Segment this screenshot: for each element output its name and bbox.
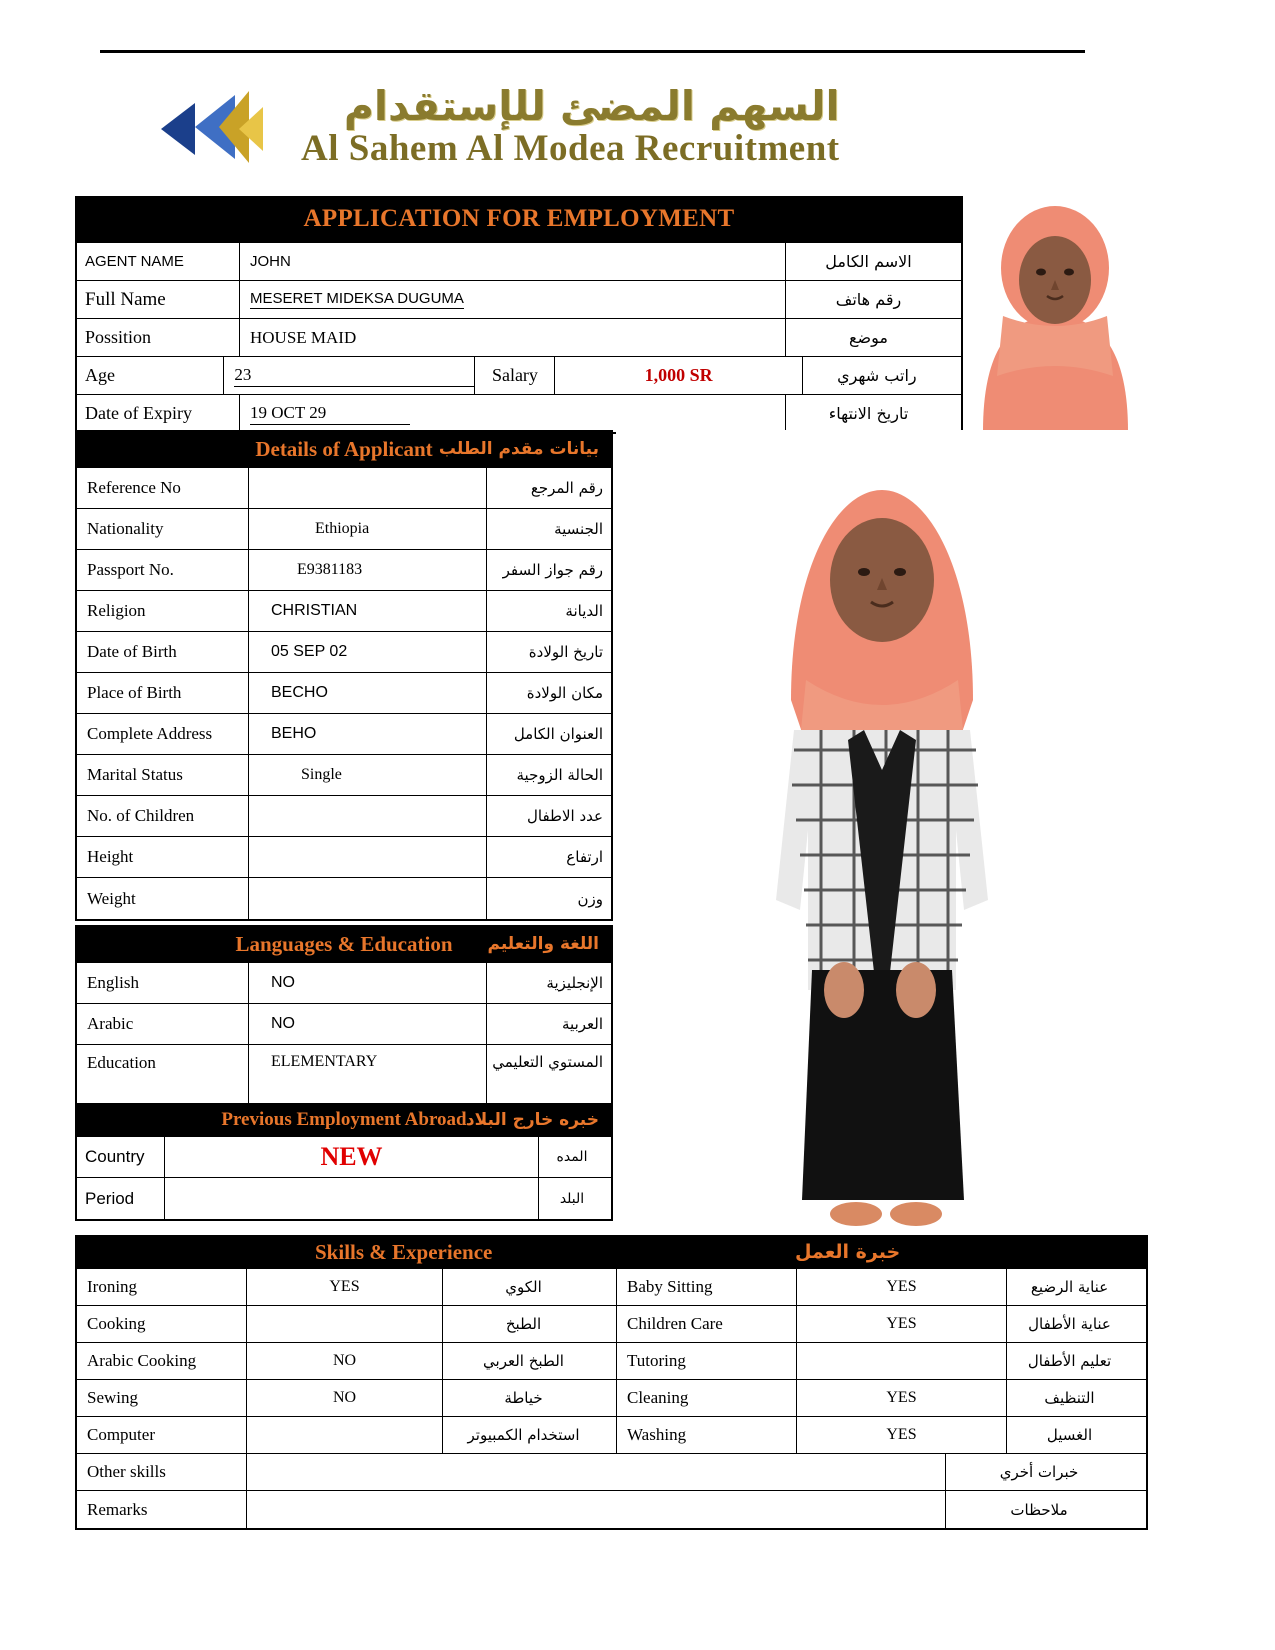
logo-arabic-text: السهم المضئ للإستقدام	[343, 82, 840, 131]
header-divider	[100, 50, 1085, 53]
table-row	[77, 591, 611, 632]
weight-arabic: وزن	[577, 889, 603, 908]
table-row	[77, 796, 611, 837]
applicant-portrait-photo	[963, 196, 1148, 431]
no-of-children-arabic: عدد الاطفال	[527, 807, 603, 825]
salary-arabic: راتب شهري	[837, 366, 917, 385]
nationality-label: Nationality	[77, 509, 249, 549]
washing-label: Washing	[617, 1417, 797, 1453]
place-of-birth-value[interactable]: BECHO	[249, 673, 487, 713]
previous-employment-section	[75, 1103, 613, 1221]
passport-no-arabic: رقم جواز السفر	[502, 561, 603, 579]
height-value[interactable]	[249, 837, 487, 877]
passport-no-label: Passport No.	[77, 550, 249, 590]
salary-value[interactable]: 1,000 SR	[555, 357, 802, 394]
table-row	[77, 1004, 611, 1045]
remarks-label: Remarks	[77, 1491, 247, 1528]
education-value[interactable]: ELEMENTARY	[249, 1045, 487, 1105]
arabic-arabic: العربية	[562, 1015, 603, 1033]
previous-employment-table	[75, 1137, 613, 1221]
complete-address-value[interactable]: BEHO	[249, 714, 487, 754]
agent-name-arabic: الاسم الكامل	[825, 252, 912, 271]
previous-heading-en: Previous Employment Abroad	[221, 1109, 467, 1130]
arabic-value[interactable]: NO	[249, 1004, 487, 1044]
skills-section	[75, 1235, 1148, 1530]
employment-application-box	[75, 196, 963, 434]
tutoring-value[interactable]	[797, 1343, 1007, 1379]
table-row	[77, 1343, 1146, 1380]
skills-heading-ar: خبرة العمل	[795, 1241, 901, 1263]
ironing-value[interactable]: YES	[247, 1269, 443, 1305]
languages-heading-ar: اللغة والتعليم	[487, 934, 599, 954]
table-row	[77, 837, 611, 878]
english-label: English	[77, 963, 249, 1003]
education-arabic: المستوي التعليمي	[492, 1053, 603, 1071]
date-of-birth-label: Date of Birth	[77, 632, 249, 672]
table-row	[77, 714, 611, 755]
date-of-birth-arabic: تاريخ الولادة	[528, 643, 603, 661]
salary-label: Salary	[474, 357, 555, 394]
full-name-value[interactable]: MESERET MIDEKSA DUGUMA	[240, 281, 786, 318]
cleaning-label: Cleaning	[617, 1380, 797, 1416]
details-table	[75, 468, 613, 921]
full-name-label: Full Name	[77, 281, 240, 318]
height-arabic: ارتفاع	[566, 848, 603, 866]
position-label: Possition	[77, 319, 240, 356]
remarks-arabic: ملاحظات	[1010, 1500, 1068, 1519]
height-label: Height	[77, 837, 249, 877]
page-title: APPLICATION FOR EMPLOYMENT	[77, 198, 961, 242]
table-row	[77, 673, 611, 714]
cooking-value[interactable]	[247, 1306, 443, 1342]
sewing-value[interactable]: NO	[247, 1380, 443, 1416]
details-heading-ar: بيانات مقدم الطلب	[438, 439, 599, 459]
form-row-position	[77, 318, 961, 356]
table-row	[77, 878, 611, 919]
children-care-arabic: عناية الأطفال	[1028, 1315, 1111, 1333]
date-of-expiry-arabic: تاريخ الانتهاء	[828, 404, 909, 423]
agent-name-value[interactable]: JOHN	[240, 243, 786, 280]
table-row	[77, 1380, 1146, 1417]
english-value[interactable]: NO	[249, 963, 487, 1003]
country-label: Country	[77, 1137, 165, 1177]
table-row	[77, 509, 611, 550]
computer-arabic: استخدام الكمبيوتر	[443, 1417, 617, 1453]
weight-value[interactable]	[249, 878, 487, 919]
date-of-expiry-value[interactable]: 19 OCT 29	[240, 395, 786, 432]
full-body-illustration	[616, 430, 1148, 1230]
skills-table	[75, 1269, 1148, 1530]
languages-table	[75, 963, 613, 1107]
table-row	[77, 1269, 1146, 1306]
baby-sitting-label: Baby Sitting	[617, 1269, 797, 1305]
education-label: Education	[77, 1045, 249, 1105]
table-row	[77, 1491, 1146, 1528]
period-arabic: البلد	[559, 1190, 585, 1207]
other-skills-arabic: خبرات أخري	[999, 1463, 1079, 1481]
reference-no-value[interactable]	[249, 468, 487, 508]
baby-sitting-arabic: عناية الرضيع	[1030, 1278, 1109, 1296]
position-arabic: موضع	[849, 328, 888, 347]
table-row	[77, 1137, 611, 1178]
computer-label: Computer	[77, 1417, 247, 1453]
washing-value[interactable]: YES	[797, 1417, 1007, 1453]
portrait-illustration	[963, 196, 1148, 431]
weight-label: Weight	[77, 878, 249, 919]
full-name-arabic: رقم هاتف	[835, 290, 902, 309]
arrow-icon	[155, 87, 285, 167]
applicant-full-body-photo	[616, 430, 1148, 1230]
cooking-label: Cooking	[77, 1306, 247, 1342]
age-label: Age	[77, 357, 224, 394]
marital-status-label: Marital Status	[77, 755, 249, 795]
table-row	[77, 1306, 1146, 1343]
agent-name-label: AGENT NAME	[77, 243, 240, 280]
computer-value[interactable]	[247, 1417, 443, 1453]
details-section	[75, 430, 613, 921]
table-row	[77, 1454, 1146, 1491]
table-row	[77, 1178, 611, 1219]
tutoring-label: Tutoring	[617, 1343, 797, 1379]
cleaning-value[interactable]: YES	[797, 1380, 1007, 1416]
period-value[interactable]	[165, 1178, 539, 1219]
table-row	[77, 963, 611, 1004]
religion-label: Religion	[77, 591, 249, 631]
passport-no-value[interactable]: E9381183	[249, 550, 487, 590]
reference-no-arabic: رقم المرجع	[530, 479, 603, 497]
place-of-birth-label: Place of Birth	[77, 673, 249, 713]
languages-section	[75, 925, 613, 1107]
nationality-arabic: الجنسية	[554, 520, 603, 538]
marital-status-value[interactable]: Single	[249, 755, 487, 795]
baby-sitting-value[interactable]: YES	[797, 1269, 1007, 1305]
position-value[interactable]: HOUSE MAID	[240, 319, 786, 356]
ironing-label: Ironing	[77, 1269, 247, 1305]
english-arabic: الإنجليزية	[546, 974, 603, 992]
other-skills-label: Other skills	[77, 1454, 247, 1490]
skills-heading-en: Skills & Experience	[315, 1239, 493, 1264]
other-skills-value[interactable]	[247, 1454, 946, 1490]
marital-status-arabic: الحالة الزوجية	[516, 766, 603, 784]
children-care-label: Children Care	[617, 1306, 797, 1342]
ironing-arabic: الكوي	[443, 1269, 617, 1305]
place-of-birth-arabic: مكان الولادة	[526, 684, 603, 702]
arabic-label: Arabic	[77, 1004, 249, 1044]
arabic-cooking-value[interactable]: NO	[247, 1343, 443, 1379]
date-of-birth-value[interactable]: 05 SEP 02	[249, 632, 487, 672]
cleaning-arabic: التنظيف	[1044, 1389, 1095, 1407]
table-row	[77, 550, 611, 591]
previous-employment-header	[75, 1103, 613, 1137]
children-care-value[interactable]: YES	[797, 1306, 1007, 1342]
country-arabic: المده	[556, 1149, 588, 1165]
arabic-cooking-arabic: الطبخ العربي	[443, 1343, 617, 1379]
table-row	[77, 755, 611, 796]
table-row	[77, 632, 611, 673]
religion-arabic: الديانة	[565, 602, 603, 620]
nationality-value[interactable]: Ethiopia	[249, 509, 487, 549]
languages-heading-en: Languages & Education	[235, 931, 453, 956]
details-section-header	[75, 430, 613, 468]
previous-heading-ar: خبره خارج البلاد	[465, 1110, 599, 1130]
logo-english-text: Al Sahem Al Modea Recruitment	[301, 128, 840, 170]
complete-address-arabic: العنوان الكامل	[513, 725, 603, 743]
company-logo	[155, 72, 1085, 182]
table-row	[77, 468, 611, 509]
table-row	[77, 1045, 611, 1105]
employment-status-value[interactable]: NEW	[165, 1137, 539, 1177]
document-header	[100, 50, 1100, 190]
tutoring-arabic: تعليم الأطفال	[1027, 1352, 1112, 1370]
languages-section-header	[75, 925, 613, 963]
skills-section-header	[75, 1235, 1148, 1269]
form-row-date-of-expiry	[77, 394, 961, 432]
table-row	[77, 1417, 1146, 1454]
cooking-arabic: الطبخ	[443, 1306, 617, 1342]
remarks-value[interactable]	[247, 1491, 946, 1528]
details-heading-en: Details of Applicant	[255, 436, 433, 461]
religion-value[interactable]: CHRISTIAN	[249, 591, 487, 631]
no-of-children-value[interactable]	[249, 796, 487, 836]
form-row-full-name	[77, 280, 961, 318]
form-row-agent-name	[77, 242, 961, 280]
period-label: Period	[77, 1178, 165, 1219]
age-value[interactable]: 23	[224, 357, 474, 394]
reference-no-label: Reference No	[77, 468, 249, 508]
date-of-expiry-label: Date of Expiry	[77, 395, 240, 432]
washing-arabic: الغسيل	[1046, 1426, 1093, 1444]
sewing-arabic: خياطة	[443, 1380, 617, 1416]
sewing-label: Sewing	[77, 1380, 247, 1416]
no-of-children-label: No. of Children	[77, 796, 249, 836]
arabic-cooking-label: Arabic Cooking	[77, 1343, 247, 1379]
complete-address-label: Complete Address	[77, 714, 249, 754]
form-row-age-salary	[77, 356, 961, 394]
